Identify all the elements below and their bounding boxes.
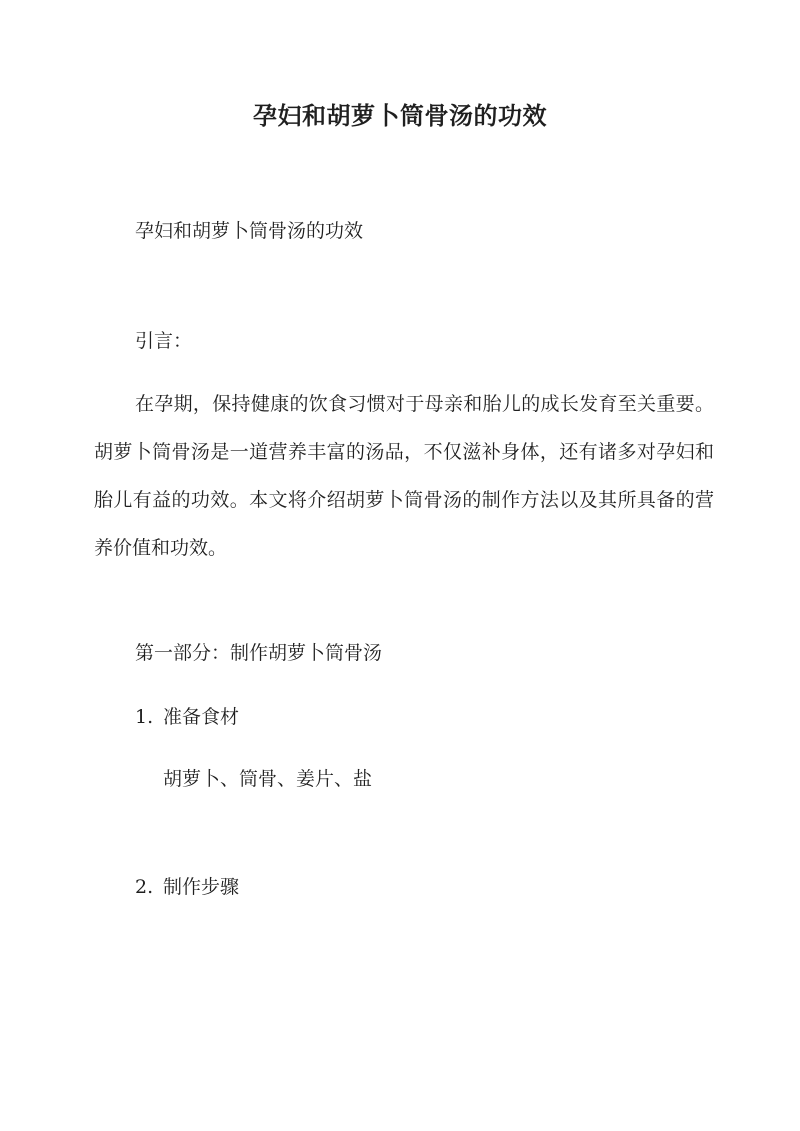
list-item-label: 制作步骤 [163, 876, 240, 898]
list-item-label: 准备食材 [163, 706, 240, 728]
ingredients-list: 胡萝卜、筒骨、姜片、盐 [163, 768, 373, 790]
list-item-number: 1. [135, 706, 154, 728]
document-title: 孕妇和胡萝卜筒骨汤的功效 [253, 101, 547, 130]
intro-paragraph: 在孕期，保持健康的饮食习惯对于母亲和胎儿的成长发育至关重要。胡萝卜筒骨汤是一道营养丰富的汤品，不仅滋补身体，还有诸多对孕妇和胎儿有益的功效。本文将介绍胡萝卜筒骨汤的制作方法以及其所具备的营养价值和功效。 [94, 393, 714, 559]
section-heading: 第一部分：制作胡萝卜筒骨汤 [135, 642, 383, 664]
list-item-number: 2. [135, 876, 154, 898]
list-item [135, 702, 239, 729]
document-subtitle: 孕妇和胡萝卜筒骨汤的功效 [135, 220, 364, 242]
intro-label: 引言： [135, 330, 193, 352]
list-item [135, 872, 239, 899]
